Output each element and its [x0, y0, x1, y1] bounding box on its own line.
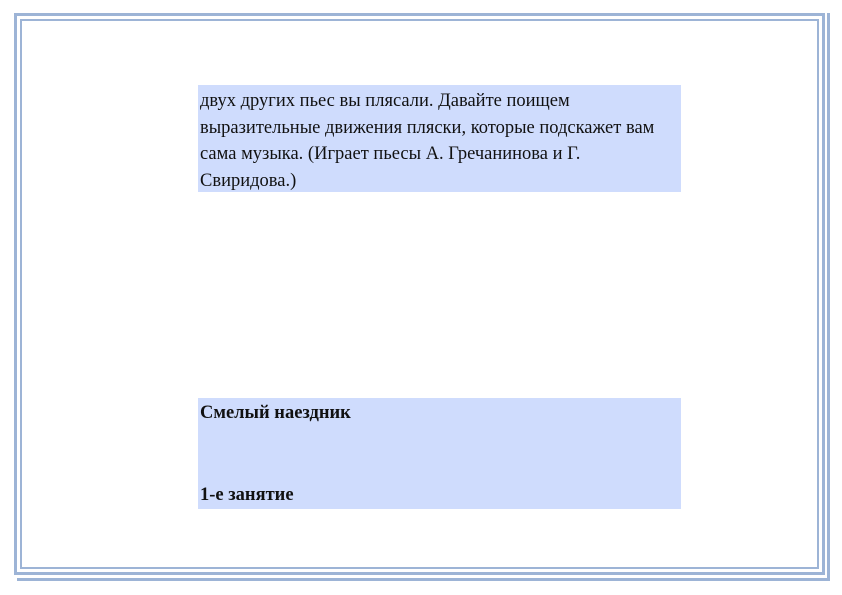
session-label: 1-е занятие — [200, 485, 294, 505]
paragraph-text: двух других пьес вы плясали. Давайте поищем выразительные движения пляски, которые подскажет вам сама музыка. (Играет пьесы А. Гречанинова и Г. Свиридова.) — [200, 91, 655, 191]
slide-border-shadow-bottom — [17, 578, 830, 581]
section-title: Смелый наездник — [200, 403, 351, 423]
slide-border-shadow-right — [827, 13, 830, 581]
text-block-paragraph — [198, 85, 681, 192]
text-block-section — [198, 398, 681, 509]
